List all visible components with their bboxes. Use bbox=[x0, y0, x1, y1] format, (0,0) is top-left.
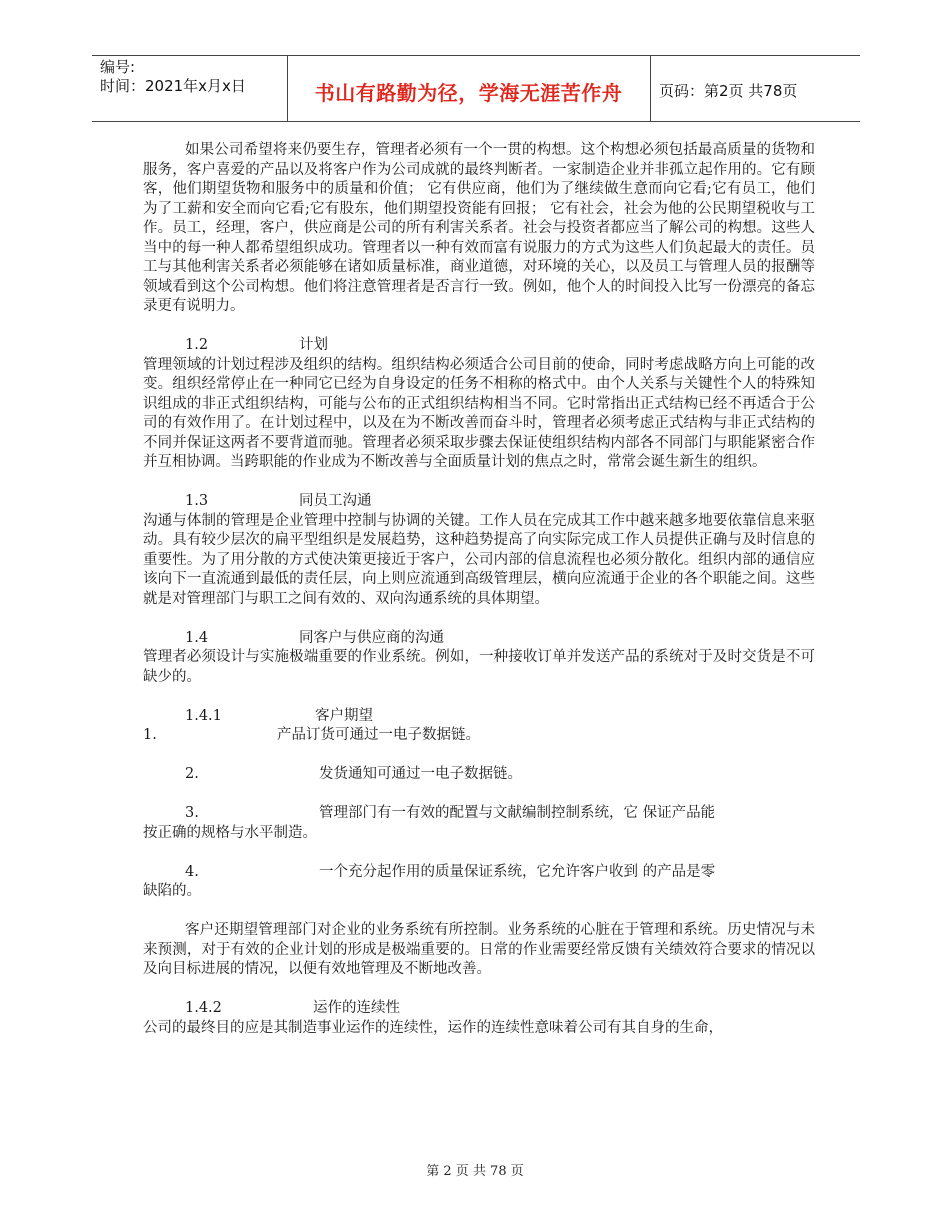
list-item-text: 产品订货可通过一电子数据链。 bbox=[277, 727, 480, 743]
list-item-number: 1. bbox=[143, 727, 157, 743]
list-item-number: 3. bbox=[185, 805, 199, 821]
list-item bbox=[143, 863, 815, 883]
list-item-text: 发货通知可通过一电子数据链。 bbox=[319, 766, 522, 782]
document-body bbox=[143, 141, 815, 1038]
section-heading-1-4-1 bbox=[143, 707, 815, 727]
list-item bbox=[143, 804, 815, 824]
list-item-number: 4. bbox=[185, 863, 199, 880]
header-motto: 书山有路勤为径，学海无涯苦作舟 bbox=[314, 81, 623, 105]
list-item bbox=[143, 765, 815, 785]
list-item-text: 管理部门有一有效的配置与文献编制控制系统，它 保证产品能 bbox=[319, 805, 716, 821]
list-item bbox=[143, 726, 815, 746]
section-title: 运作的连续性 bbox=[313, 1000, 400, 1016]
section-heading-1-4-2 bbox=[143, 999, 815, 1019]
section-1-2-body: 管理领域的计划过程涉及组织的结构。组织结构必须适合公司目前的使命，同时考虑战略方向上可能的改变。组织经常停止在一种同它已经为自身设定的任务不相称的格式中。由个人关系与关键性个人的特殊知识组成的非正式组织结构，可能与公布的正式组织结构相当不同。它时常指出正式结构已经不再适合于公司的有效作用了。在计划过程中，以及在为不断改善而奋斗时，管理者必须考虑正式结构与非正式结构的不同并保证这两者不要背道而驰。管理者必须采取步骤去保证使组织结构内部各不同部门与职能紧密合作并互相协调。当跨职能的作业成为不断改善与全面质量计划的焦点之时，常常会诞生新生的组织。 bbox=[143, 356, 815, 470]
section-number: 1.4.2 bbox=[185, 1000, 222, 1016]
section-1-3-body: 沟通与体制的管理是企业管理中控制与协调的关键。工作人员在完成其工作中越来越多地要依靠信息来驱动。具有较少层次的扁平型组织是发展趋势，这种趋势提高了向实际完成工作人员提供正确与及时信息的重要性。为了用分散的方式使决策更接近于客户，公司内部的信息流程也必须分散化。组织内部的通信应该向下一直流通到最低的责任层，向上则应流通到高级管理层，横向应流通于企业的各个职能之间。这些就是对管理部门与职工之间有效的、双向沟通系统的具体期望。 bbox=[143, 512, 815, 607]
header-divider bbox=[650, 55, 651, 121]
doc-number-label: 编号: bbox=[100, 58, 136, 76]
list-item-number: 2. bbox=[185, 766, 199, 782]
header-page-number: 页码：第2页 共78页 bbox=[659, 82, 798, 100]
doc-date: 时间：2021年x月x日 bbox=[100, 77, 246, 95]
section-title: 客户期望 bbox=[315, 707, 373, 724]
header-top-rule bbox=[92, 55, 860, 56]
section-number: 1.4.1 bbox=[185, 707, 222, 724]
list-item-continuation: 按正确的规格与水平制造。 bbox=[143, 824, 317, 841]
section-heading-1-2 bbox=[143, 336, 815, 356]
section-title: 同客户与供应商的沟通 bbox=[299, 629, 444, 646]
section-title: 同员工沟通 bbox=[299, 493, 372, 509]
intro-paragraph: 如果公司希望将来仍要生存，管理者必须有一个一贯的构想。这个构想必须包括最高质量的货物和服务，客户喜爱的产品以及将客户作为公司成就的最终判断者。一家制造企业并非孤立起作用的。它有顾客，他们期望货物和服务中的质量和价值； 它有供应商，他们为了继续做生意而向它看;它有员工，他们为了工薪和安全而向它看;它有股东，他们期望投资能有回报； 它有社会，社会为他的公民期望税收与工作。员工，经理，客户，供应商是公司的所有利害关系者。社会与投资者都应当了解公司的构想。这些人当中的每一种人都希望组织成功。管理者以一种有效而富有说服力的方式为这些人们负起最大的责任。员工与其他利害关系者必须能够在诸如质量标准，商业道德，对环境的关心，以及员工与管理人员的报酬等领域看到这个公司构想。他们将注意管理者是否言行一致。例如，他个人的时间投入比写一份漂亮的备忘录更有说明力。 bbox=[143, 142, 815, 314]
section-number: 1.2 bbox=[185, 337, 209, 353]
section-1-4-1-body: 客户还期望管理部门对企业的业务系统有所控制。业务系统的心脏在于管理和系统。历史情况与未来预测，对于有效的企业计划的形成是极端重要的。日常的作业需要经常反馈有关绩效符合要求的情况以及向目标进展的情况，以便有效地管理及不断地改善。 bbox=[143, 922, 815, 977]
section-number: 1.4 bbox=[185, 629, 209, 646]
section-heading-1-3 bbox=[143, 492, 815, 512]
section-title: 计划 bbox=[299, 337, 328, 353]
section-1-4-2-body: 公司的最终目的应是其制造事业运作的连续性，运作的连续性意味着公司有其自身的生命， bbox=[143, 1019, 723, 1036]
section-number: 1.3 bbox=[185, 493, 209, 509]
section-1-4-body: 管理者必须设计与实施极端重要的作业系统。例如，一种接收订单并发送产品的系统对于及时交货是不可缺少的。 bbox=[143, 649, 815, 685]
header-meta bbox=[100, 58, 246, 96]
section-heading-1-4 bbox=[143, 629, 815, 649]
list-item-continuation: 缺陷的。 bbox=[143, 883, 201, 899]
header-bottom-rule bbox=[92, 121, 860, 122]
footer-page-number: 第 2 页 共 78 页 bbox=[426, 1164, 524, 1179]
list-item-text: 一个充分起作用的质量保证系统，它允许客户收到 的产品是零 bbox=[319, 863, 716, 880]
